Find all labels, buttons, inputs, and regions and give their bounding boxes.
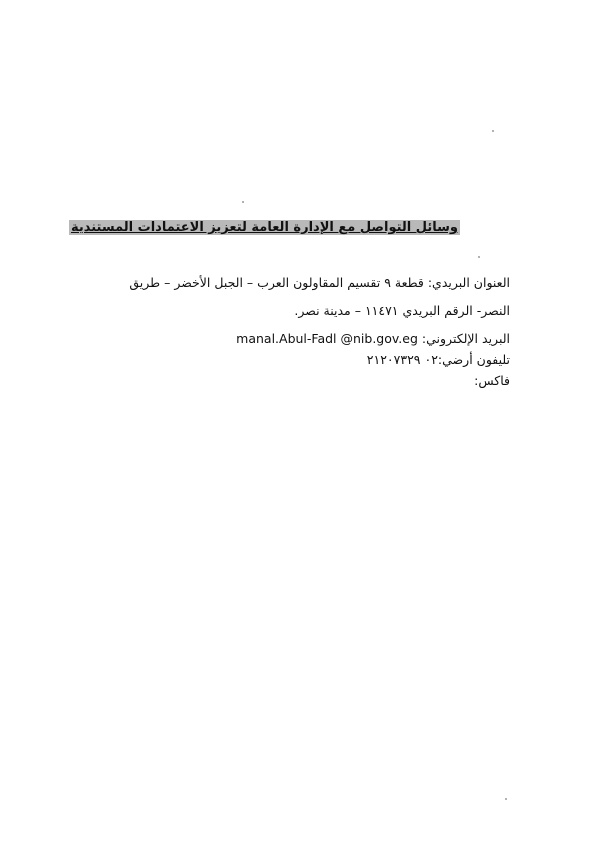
title-text: وسائل التواصل مع الإدارة العامة لتعزيز الاعتمادات المستندية [70,220,458,235]
contact-details [100,272,510,391]
address-line-1: العنوان البريدي: قطعة ٩ تقسيم المقاولون العرب – الجبل الأخضر – طريق [129,275,510,290]
email-line [100,328,510,349]
document-title [70,220,460,235]
scan-speck [505,798,507,800]
scan-speck [242,201,244,203]
address-line-2: النصر- الرقم البريدي ١١٤٧١ – مدينة نصر. [294,303,510,318]
scan-speck [478,256,480,258]
scan-speck [492,130,494,132]
email-label: البريد الإلكتروني: [421,331,510,346]
email-address: manal.Abul-Fadl @nib.gov.eg [236,331,418,346]
fax-line: فاكس: [474,373,510,388]
phone-line: تليفون أرضي:٠٢ ٢١٢٠٧٣٢٩ [366,352,510,367]
